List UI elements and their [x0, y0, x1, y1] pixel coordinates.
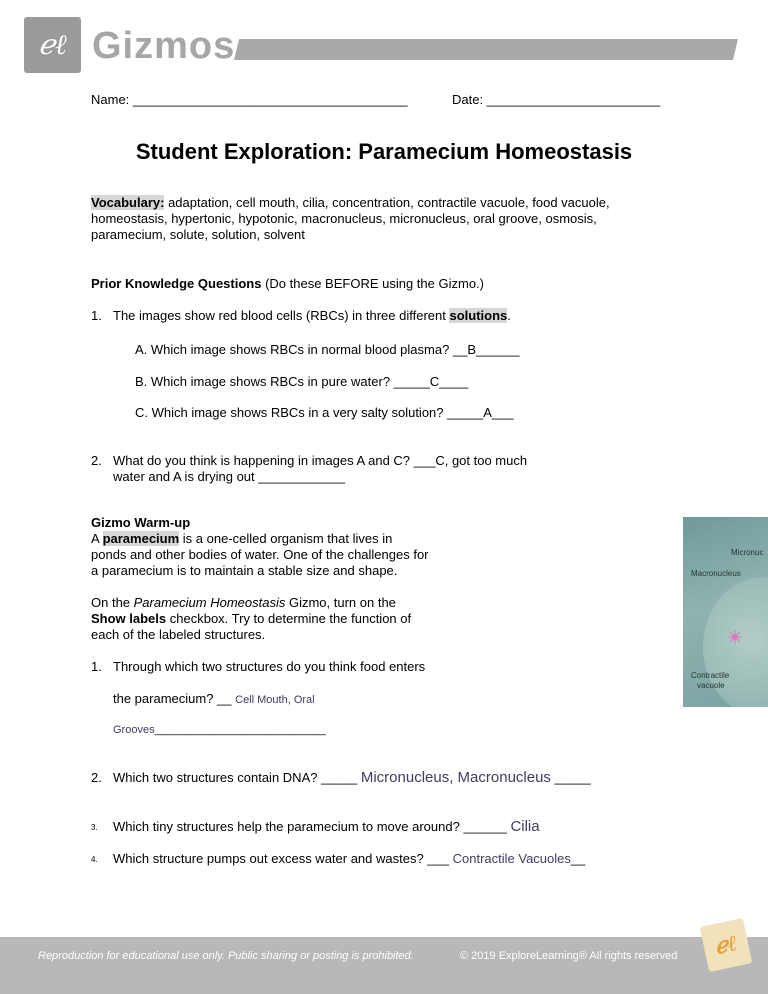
warmup-q1-answer-line: the paramecium? __ Cell Mouth, Oral: [113, 691, 315, 706]
contractile-label: Contractile: [691, 671, 730, 680]
contractile-vacuole-icon: [727, 629, 743, 645]
prior-knowledge-heading: Prior Knowledge Questions (Do these BEFORE using the Gizmo.): [91, 276, 484, 291]
date-field: Date: ________________________: [452, 92, 661, 107]
warmup-paragraph-1: A paramecium is a one-celled organism that lives in ponds and other bodies of water. One of the challenges for a paramecium is to maintain a stable size and shape.: [91, 531, 429, 578]
warmup-heading: Gizmo Warm-up: [91, 515, 191, 530]
warmup-paragraph-2: On the Paramecium Homeostasis Gizmo, turn on the Show labels checkbox. Try to determine the function of each of the labeled structures.: [91, 595, 412, 642]
warmup-q2-answer: Micronucleus, Macronucleus: [360, 769, 551, 786]
footer-copyright: © 2019 ExploreLearning® All rights reserved: [460, 950, 678, 962]
page-title: Student Exploration: Paramecium Homeostasis: [135, 139, 633, 164]
warmup-q1-number: 1.: [91, 659, 102, 674]
macronucleus-label: Macronucleus: [691, 569, 741, 578]
warmup-q2-number: 2.: [91, 770, 102, 785]
warmup-q2: Which two structures contain DNA? _____ Micronucleus, Macronucleus _____: [113, 769, 591, 786]
prior-q1a: A. Which image shows RBCs in normal blood plasma? __B______: [135, 342, 520, 357]
warmup-q1-answer: Cell Mouth, Oral: [235, 694, 315, 706]
name-field: Name: ______________________________________: [91, 92, 408, 107]
header-bar: [234, 39, 738, 60]
footer-disclaimer: Reproduction for educational use only. Public sharing or posting is prohibited.: [38, 950, 414, 962]
vacuole-label: vacuole: [697, 681, 725, 690]
prior-q1-number: 1.: [91, 308, 102, 323]
prior-q1c: C. Which image shows RBCs in a very salty solution? _____A___: [135, 405, 514, 420]
vocabulary: Vocabulary: adaptation, cell mouth, cilia, concentration, contractile vacuole, food vacuole, homeostasis, hypertonic, hypotonic, macronucleus, micronucleus, oral groove, osmosis, paramecium, solute, solution, solvent: [91, 195, 610, 242]
warmup-q4-answer: Contractile Vacuoles: [452, 851, 571, 866]
prior-q1: The images show red blood cells (RBCs) in three different solutions.: [113, 308, 511, 323]
footer-logo: ℯℓ: [700, 918, 753, 972]
explorelearning-logo: ℯℓ: [24, 17, 81, 73]
warmup-q4: Which structure pumps out excess water and wastes? ___ Contractile Vacuoles__: [113, 851, 586, 866]
warmup-q4-number: 4.: [91, 855, 98, 864]
paramecium-image: [683, 517, 768, 707]
prior-q2-number: 2.: [91, 453, 102, 468]
warmup-q3-answer: Cilia: [510, 818, 540, 835]
warmup-q3: Which tiny structures help the paramecium to move around? ______ Cilia: [113, 818, 540, 835]
gizmos-brand: Gizmos: [92, 25, 236, 67]
warmup-q1: Through which two structures do you think food enters: [113, 659, 426, 674]
footer: [0, 937, 768, 994]
warmup-q3-number: 3.: [91, 823, 98, 832]
micronucleus-label: Micronuc: [731, 548, 764, 557]
prior-q1b: B. Which image shows RBCs in pure water? _____C____: [135, 374, 469, 389]
vocabulary-label: Vocabulary:: [91, 195, 165, 210]
warmup-q1-answer-cont: Grooves____________________________: [113, 724, 326, 736]
prior-q2: What do you think is happening in images A and C? ___C, got too much water and A is drying out ____________: [113, 453, 528, 484]
